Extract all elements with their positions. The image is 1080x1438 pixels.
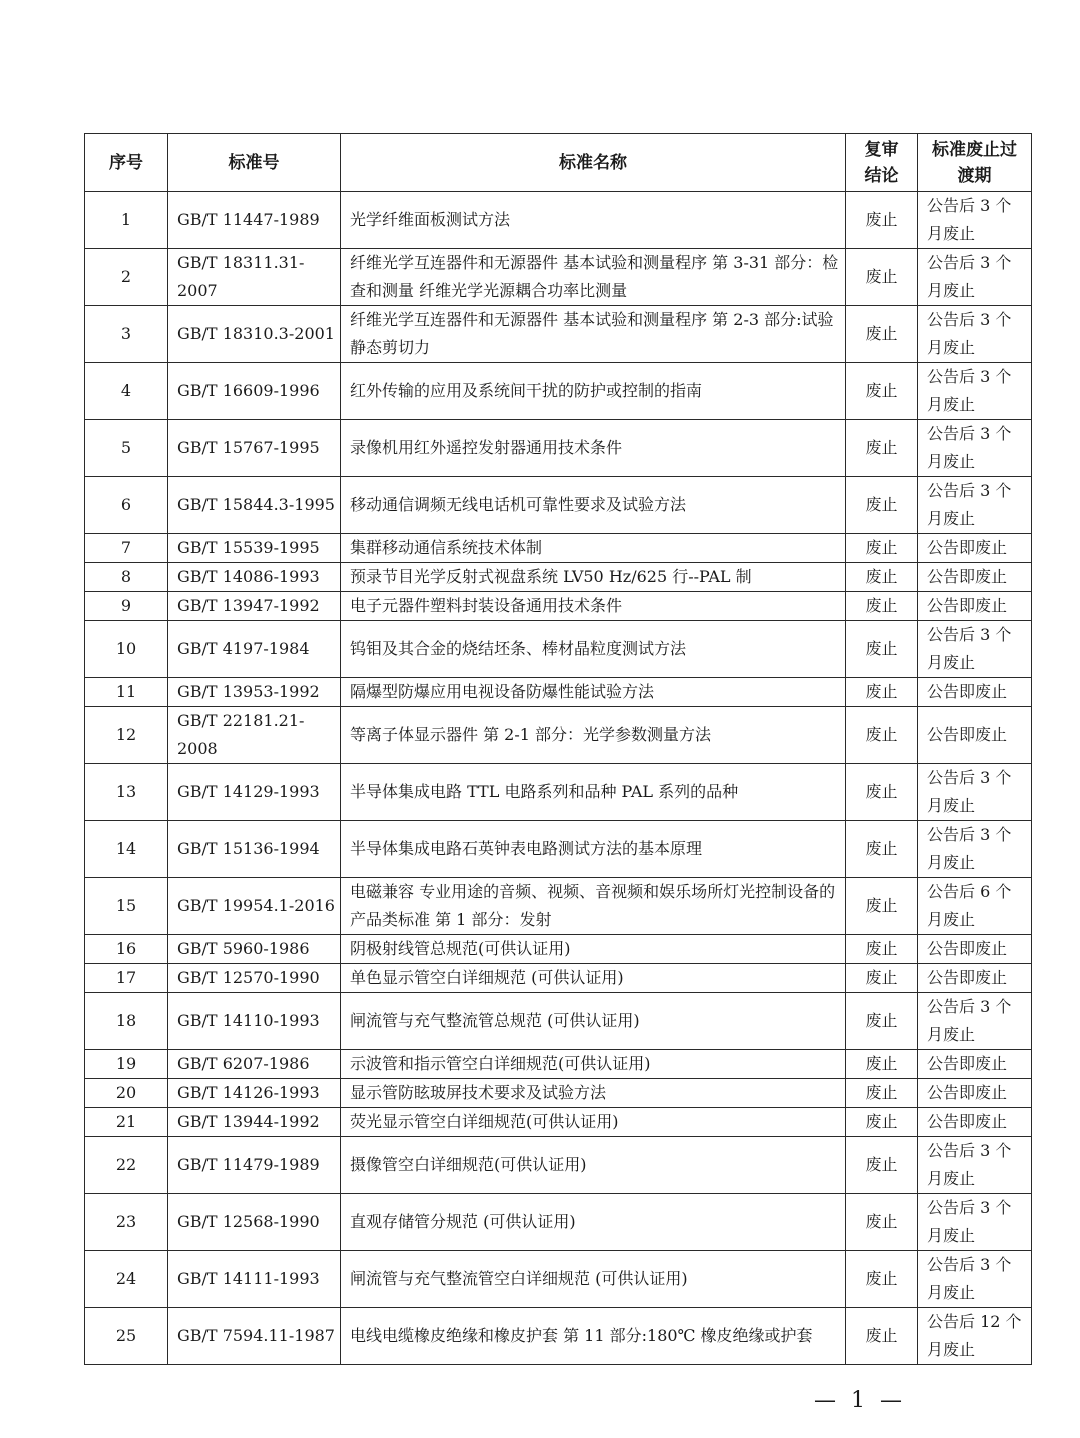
cell-serial-number: 13 <box>85 764 168 821</box>
cell-standard-code: GB/T 15844.3-1995 <box>168 477 341 534</box>
cell-standard-name: 钨钼及其合金的烧结坯条、棒材晶粒度测试方法 <box>341 621 846 678</box>
cell-review-result: 废止 <box>846 192 918 249</box>
cell-standard-code: GB/T 6207-1986 <box>168 1050 341 1079</box>
cell-standard-code: GB/T 18311.31-2007 <box>168 249 341 306</box>
cell-standard-code: GB/T 11447-1989 <box>168 192 341 249</box>
cell-serial-number: 8 <box>85 563 168 592</box>
cell-serial-number: 18 <box>85 993 168 1050</box>
table-row <box>85 534 1032 563</box>
cell-transition-period: 公告后 3 个月废止 <box>918 363 1032 420</box>
cell-standard-code: GB/T 22181.21-2008 <box>168 707 341 764</box>
cell-review-result: 废止 <box>846 1251 918 1308</box>
cell-transition-period: 公告即废止 <box>918 534 1032 563</box>
table-row <box>85 592 1032 621</box>
cell-serial-number: 25 <box>85 1308 168 1365</box>
cell-review-result: 废止 <box>846 964 918 993</box>
cell-serial-number: 9 <box>85 592 168 621</box>
cell-transition-period: 公告后 3 个月废止 <box>918 249 1032 306</box>
cell-serial-number: 4 <box>85 363 168 420</box>
cell-serial-number: 14 <box>85 821 168 878</box>
table-row <box>85 1194 1032 1251</box>
table-row <box>85 306 1032 363</box>
cell-serial-number: 10 <box>85 621 168 678</box>
cell-review-result: 废止 <box>846 592 918 621</box>
cell-standard-code: GB/T 15767-1995 <box>168 420 341 477</box>
table-row <box>85 935 1032 964</box>
table-row <box>85 1079 1032 1108</box>
cell-standard-code: GB/T 13953-1992 <box>168 678 341 707</box>
cell-transition-period: 公告后 6 个月废止 <box>918 878 1032 935</box>
cell-review-result: 废止 <box>846 1194 918 1251</box>
cell-serial-number: 15 <box>85 878 168 935</box>
cell-transition-period: 公告即废止 <box>918 1079 1032 1108</box>
cell-standard-code: GB/T 13944-1992 <box>168 1108 341 1137</box>
cell-standard-name: 移动通信调频无线电话机可靠性要求及试验方法 <box>341 477 846 534</box>
standards-table <box>84 133 1032 1365</box>
cell-serial-number: 2 <box>85 249 168 306</box>
header-review-result: 复审结论 <box>846 134 918 192</box>
cell-transition-period: 公告即废止 <box>918 678 1032 707</box>
cell-review-result: 废止 <box>846 678 918 707</box>
cell-transition-period: 公告即废止 <box>918 592 1032 621</box>
cell-standard-name: 等离子体显示器件 第 2-1 部分：光学参数测量方法 <box>341 707 846 764</box>
cell-review-result: 废止 <box>846 1308 918 1365</box>
cell-review-result: 废止 <box>846 249 918 306</box>
cell-review-result: 废止 <box>846 420 918 477</box>
cell-review-result: 废止 <box>846 1137 918 1194</box>
table-row <box>85 1251 1032 1308</box>
cell-serial-number: 3 <box>85 306 168 363</box>
cell-standard-name: 示波管和指示管空白详细规范(可供认证用) <box>341 1050 846 1079</box>
cell-serial-number: 16 <box>85 935 168 964</box>
cell-standard-name: 摄像管空白详细规范(可供认证用) <box>341 1137 846 1194</box>
header-serial-number: 序号 <box>85 134 168 192</box>
cell-transition-period: 公告即废止 <box>918 563 1032 592</box>
cell-standard-name: 显示管防眩玻屏技术要求及试验方法 <box>341 1079 846 1108</box>
cell-standard-code: GB/T 4197-1984 <box>168 621 341 678</box>
table-row <box>85 1108 1032 1137</box>
cell-standard-name: 纤维光学互连器件和无源器件 基本试验和测量程序 第 2-3 部分:试验 静态剪切力 <box>341 306 846 363</box>
cell-standard-code: GB/T 16609-1996 <box>168 363 341 420</box>
cell-standard-name: 闸流管与充气整流管总规范 (可供认证用) <box>341 993 846 1050</box>
table-row <box>85 1137 1032 1194</box>
cell-standard-code: GB/T 15539-1995 <box>168 534 341 563</box>
cell-serial-number: 19 <box>85 1050 168 1079</box>
cell-standard-name: 集群移动通信系统技术体制 <box>341 534 846 563</box>
cell-standard-code: GB/T 18310.3-2001 <box>168 306 341 363</box>
cell-serial-number: 20 <box>85 1079 168 1108</box>
table-row <box>85 420 1032 477</box>
table-row <box>85 821 1032 878</box>
table-header-row <box>85 134 1032 192</box>
cell-serial-number: 12 <box>85 707 168 764</box>
cell-transition-period: 公告后 3 个月废止 <box>918 764 1032 821</box>
cell-review-result: 废止 <box>846 1050 918 1079</box>
cell-review-result: 废止 <box>846 621 918 678</box>
cell-serial-number: 6 <box>85 477 168 534</box>
cell-standard-code: GB/T 14086-1993 <box>168 563 341 592</box>
table-row <box>85 764 1032 821</box>
table-row <box>85 249 1032 306</box>
cell-serial-number: 22 <box>85 1137 168 1194</box>
cell-serial-number: 1 <box>85 192 168 249</box>
cell-transition-period: 公告后 3 个月废止 <box>918 1251 1032 1308</box>
table-row <box>85 1050 1032 1079</box>
cell-standard-name: 半导体集成电路石英钟表电路测试方法的基本原理 <box>341 821 846 878</box>
cell-review-result: 废止 <box>846 1108 918 1137</box>
cell-standard-name: 电子元器件塑料封装设备通用技术条件 <box>341 592 846 621</box>
header-transition-period: 标准废止过渡期 <box>918 134 1032 192</box>
cell-standard-name: 红外传输的应用及系统间干扰的防护或控制的指南 <box>341 363 846 420</box>
cell-review-result: 废止 <box>846 477 918 534</box>
cell-serial-number: 24 <box>85 1251 168 1308</box>
cell-serial-number: 17 <box>85 964 168 993</box>
cell-transition-period: 公告后 3 个月废止 <box>918 1137 1032 1194</box>
cell-standard-name: 隔爆型防爆应用电视设备防爆性能试验方法 <box>341 678 846 707</box>
cell-standard-code: GB/T 19954.1-2016 <box>168 878 341 935</box>
table-row <box>85 621 1032 678</box>
cell-standard-code: GB/T 14129-1993 <box>168 764 341 821</box>
cell-standard-code: GB/T 14110-1993 <box>168 993 341 1050</box>
table-row <box>85 563 1032 592</box>
cell-serial-number: 11 <box>85 678 168 707</box>
cell-standard-name: 录像机用红外遥控发射器通用技术条件 <box>341 420 846 477</box>
cell-transition-period: 公告后 12 个月废止 <box>918 1308 1032 1365</box>
cell-standard-name: 电线电缆橡皮绝缘和橡皮护套 第 11 部分:180℃ 橡皮绝缘或护套 <box>341 1308 846 1365</box>
cell-review-result: 废止 <box>846 707 918 764</box>
cell-standard-name: 阴极射线管总规范(可供认证用) <box>341 935 846 964</box>
cell-serial-number: 23 <box>85 1194 168 1251</box>
cell-review-result: 废止 <box>846 821 918 878</box>
header-standard-name: 标准名称 <box>341 134 846 192</box>
cell-serial-number: 7 <box>85 534 168 563</box>
table-row <box>85 707 1032 764</box>
cell-standard-name: 半导体集成电路 TTL 电路系列和品种 PAL 系列的品种 <box>341 764 846 821</box>
page-number: — 1 — <box>814 1388 906 1413</box>
cell-transition-period: 公告后 3 个月废止 <box>918 420 1032 477</box>
cell-review-result: 废止 <box>846 878 918 935</box>
cell-review-result: 废止 <box>846 534 918 563</box>
table-row <box>85 678 1032 707</box>
table-row <box>85 964 1032 993</box>
cell-transition-period: 公告后 3 个月废止 <box>918 621 1032 678</box>
cell-standard-name: 电磁兼容 专业用途的音频、视频、音视频和娱乐场所灯光控制设备的产品类标准 第 1 部分：发射 <box>341 878 846 935</box>
table-row <box>85 192 1032 249</box>
table-row <box>85 993 1032 1050</box>
cell-standard-name: 荧光显示管空白详细规范(可供认证用) <box>341 1108 846 1137</box>
cell-standard-name: 单色显示管空白详细规范 (可供认证用) <box>341 964 846 993</box>
cell-standard-name: 直观存储管分规范 (可供认证用) <box>341 1194 846 1251</box>
cell-standard-name: 闸流管与充气整流管空白详细规范 (可供认证用) <box>341 1251 846 1308</box>
cell-standard-code: GB/T 7594.11-1987 <box>168 1308 341 1365</box>
cell-review-result: 废止 <box>846 935 918 964</box>
table-body <box>85 192 1032 1365</box>
cell-serial-number: 5 <box>85 420 168 477</box>
cell-transition-period: 公告后 3 个月废止 <box>918 993 1032 1050</box>
cell-standard-code: GB/T 14111-1993 <box>168 1251 341 1308</box>
cell-review-result: 废止 <box>846 563 918 592</box>
cell-standard-code: GB/T 5960-1986 <box>168 935 341 964</box>
cell-standard-name: 预录节目光学反射式视盘系统 LV50 Hz/625 行--PAL 制 <box>341 563 846 592</box>
cell-transition-period: 公告即废止 <box>918 1050 1032 1079</box>
cell-review-result: 废止 <box>846 764 918 821</box>
cell-transition-period: 公告后 3 个月废止 <box>918 477 1032 534</box>
cell-transition-period: 公告后 3 个月废止 <box>918 821 1032 878</box>
cell-transition-period: 公告即废止 <box>918 935 1032 964</box>
header-standard-code: 标准号 <box>168 134 341 192</box>
cell-transition-period: 公告即废止 <box>918 964 1032 993</box>
cell-review-result: 废止 <box>846 363 918 420</box>
cell-transition-period: 公告后 3 个月废止 <box>918 192 1032 249</box>
cell-serial-number: 21 <box>85 1108 168 1137</box>
table-row <box>85 477 1032 534</box>
table-row <box>85 878 1032 935</box>
cell-review-result: 废止 <box>846 306 918 363</box>
cell-standard-code: GB/T 11479-1989 <box>168 1137 341 1194</box>
cell-review-result: 废止 <box>846 993 918 1050</box>
cell-transition-period: 公告即废止 <box>918 707 1032 764</box>
cell-transition-period: 公告即废止 <box>918 1108 1032 1137</box>
cell-standard-code: GB/T 12570-1990 <box>168 964 341 993</box>
cell-transition-period: 公告后 3 个月废止 <box>918 1194 1032 1251</box>
table-row <box>85 1308 1032 1365</box>
cell-standard-code: GB/T 12568-1990 <box>168 1194 341 1251</box>
cell-transition-period: 公告后 3 个月废止 <box>918 306 1032 363</box>
table-row <box>85 363 1032 420</box>
cell-standard-name: 纤维光学互连器件和无源器件 基本试验和测量程序 第 3-31 部分：检查和测量 纤维光学光源耦合功率比测量 <box>341 249 846 306</box>
cell-review-result: 废止 <box>846 1079 918 1108</box>
cell-standard-name: 光学纤维面板测试方法 <box>341 192 846 249</box>
cell-standard-code: GB/T 14126-1993 <box>168 1079 341 1108</box>
cell-standard-code: GB/T 13947-1992 <box>168 592 341 621</box>
cell-standard-code: GB/T 15136-1994 <box>168 821 341 878</box>
